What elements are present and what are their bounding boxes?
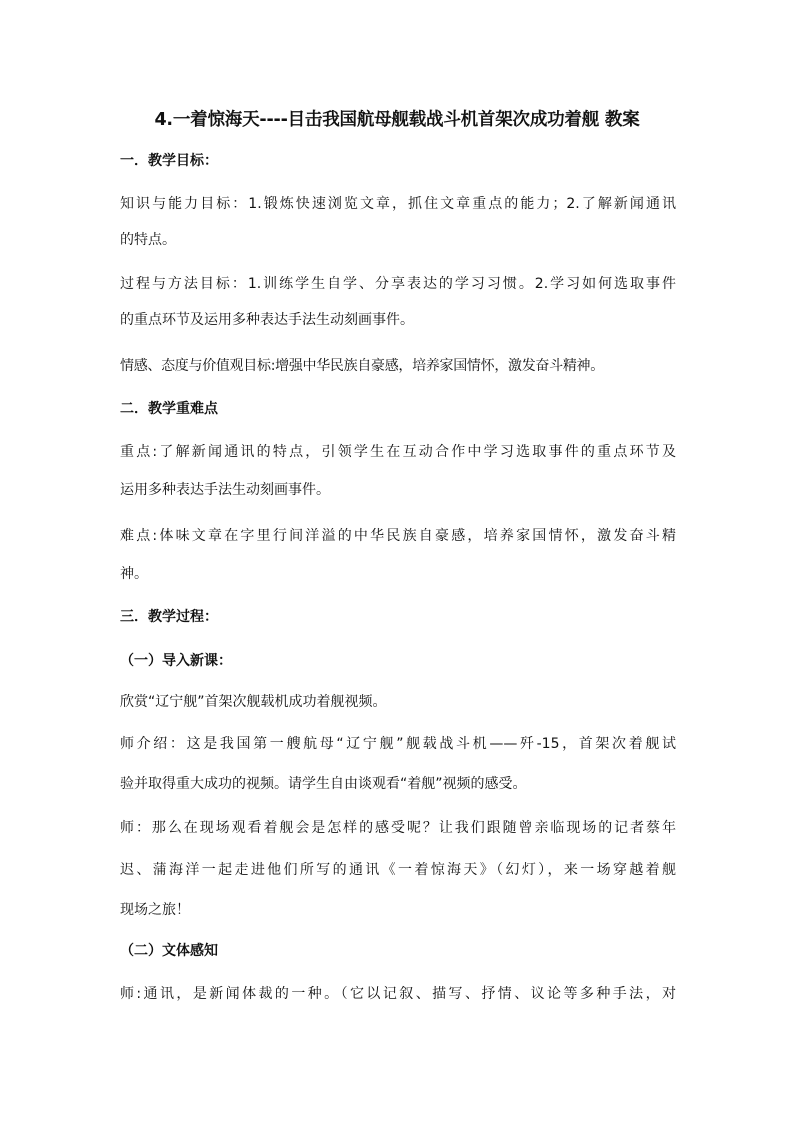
section-heading-key-points: 二．教学重难点 <box>120 401 218 417</box>
paragraph-genre <box>120 976 676 1012</box>
text-line: 过程与方法目标：1.训练学生自学、分享表达的学习习惯。2.学习如何选取事件 <box>120 276 676 292</box>
paragraph-teacher-question <box>120 810 676 846</box>
document-title: 4.一着惊海天----目击我国航母舰载战斗机首架次成功着舰 教案 <box>154 110 640 130</box>
text-line: 迟、蒲海洋一起走进他们所写的通讯《一着惊海天》（幻灯），来一场穿越着舰 <box>120 862 676 878</box>
text-line: 师：那么在现场观看着舰会是怎样的感受呢？让我们跟随曾亲临现场的记者蔡年 <box>120 820 676 836</box>
section-heading-teaching-goals: 一．教学目标： <box>120 153 218 169</box>
text-line: 现场之旅！ <box>120 902 190 918</box>
text-line: 师介绍：这是我国第一艘航母“辽宁舰”舰载战斗机——歼-15，首架次着舰试 <box>120 736 676 752</box>
paragraph-difficulty-cont <box>120 556 676 592</box>
paragraph-teacher-intro-cont <box>120 766 676 802</box>
paragraph-difficulty <box>120 518 676 554</box>
text-line: 的特点。 <box>120 232 176 248</box>
paragraph-knowledge-goal-cont <box>120 222 676 258</box>
paragraph-knowledge-goal <box>120 186 676 222</box>
text-line: 知识与能力目标：1.锻炼快速浏览文章，抓住文章重点的能力；2.了解新闻通讯 <box>120 196 676 212</box>
text-line: 的重点环节及运用多种表达手法生动刻画事件。 <box>120 312 414 328</box>
paragraph-process-goal-cont <box>120 302 676 338</box>
section-heading-teaching-process: 三．教学过程： <box>120 609 218 625</box>
text-line: 验并取得重大成功的视频。请学生自由谈观看“着舰”视频的感受。 <box>120 776 527 792</box>
text-line: 重点:了解新闻通讯的特点，引领学生在互动合作中学习选取事件的重点环节及 <box>120 444 676 460</box>
paragraph-teacher-question-cont <box>120 852 676 888</box>
text-line: 神。 <box>120 566 148 582</box>
text-line: 运用多种表达手法生动刻画事件。 <box>120 482 330 498</box>
text-line: 师:通讯，是新闻体裁的一种。（它以记叙、描写、抒情、议论等多种手法，对 <box>120 986 676 1002</box>
subheading-genre: （二）文体感知 <box>120 943 218 959</box>
text-line: 情感、态度与价值观目标:增强中华民族自豪感，培养家国情怀，激发奋斗精神。 <box>120 358 604 374</box>
paragraph-key-point <box>120 434 676 470</box>
paragraph-teacher-question-end <box>120 892 676 928</box>
paragraph-process-goal <box>120 266 676 302</box>
text-line: 难点:体味文章在字里行间洋溢的中华民族自豪感，培养家国情怀，激发奋斗精 <box>120 528 676 544</box>
text-line: 欣赏“辽宁舰”首架次舰载机成功着舰视频。 <box>120 694 387 710</box>
paragraph-teacher-intro <box>120 726 676 762</box>
paragraph-emotion-goal <box>120 348 676 384</box>
paragraph-key-point-cont <box>120 472 676 508</box>
subheading-introduction: （一）导入新课： <box>120 653 232 669</box>
paragraph-video <box>120 684 676 720</box>
